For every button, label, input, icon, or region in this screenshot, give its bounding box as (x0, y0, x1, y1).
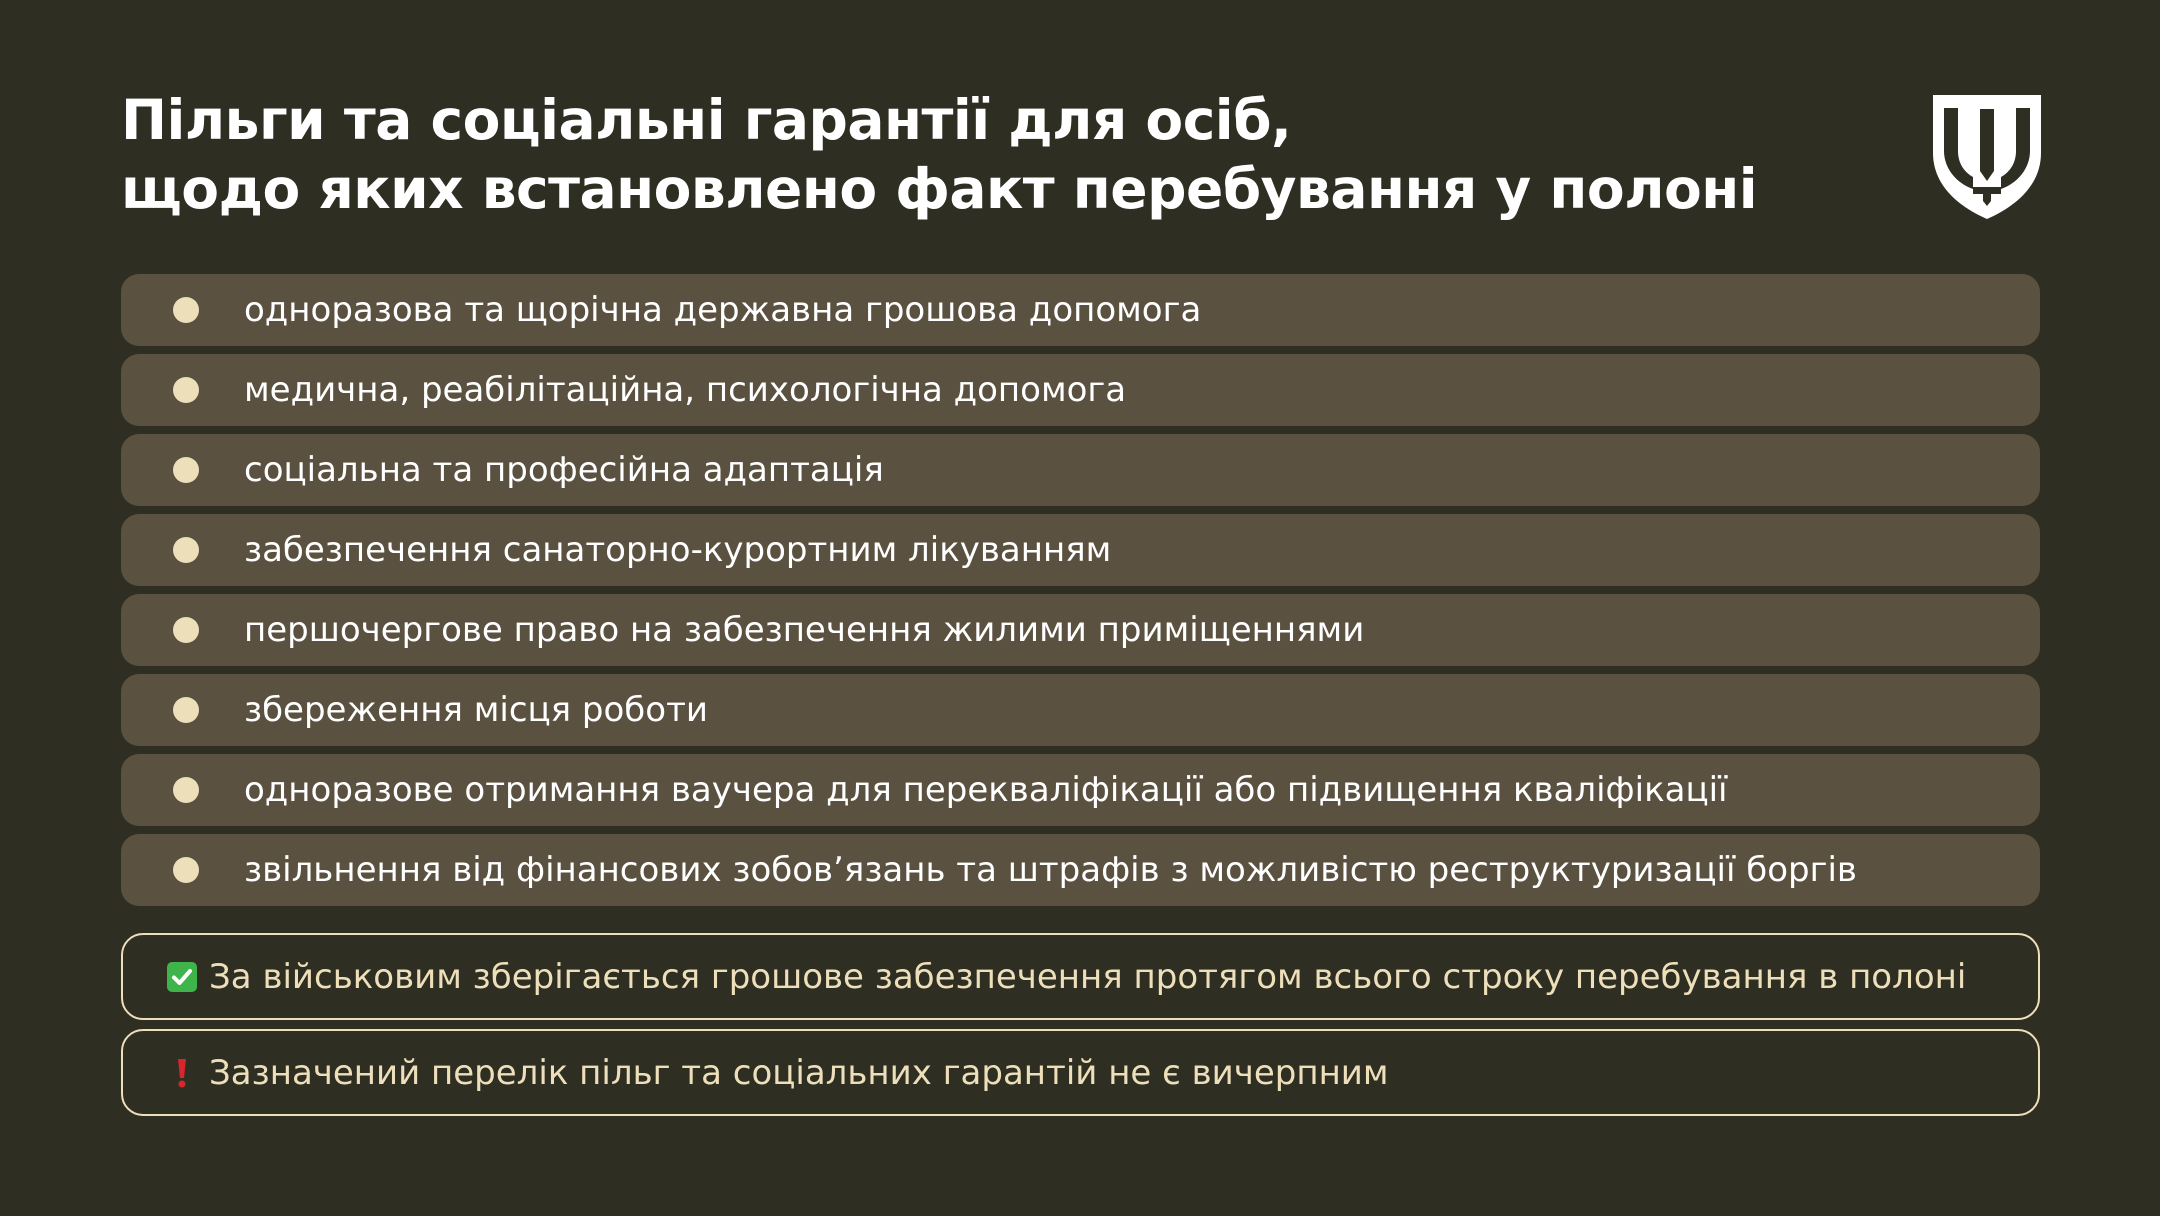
page-title (121, 86, 1921, 224)
list-item-text: одноразова та щорічна державна грошова допомога (244, 290, 1202, 330)
list-item (121, 434, 2040, 506)
list-item-text: звільнення від фінансових зобов’язань та штрафів з можливістю реструктуризації боргів (244, 850, 1857, 890)
list-item (121, 274, 2040, 346)
list-item-text: соціальна та професійна адаптація (244, 450, 884, 490)
bullet-icon (173, 617, 199, 643)
bullet-icon (173, 457, 199, 483)
trident-shield-icon (1933, 95, 2041, 219)
list-item-text: одноразове отримання ваучера для перекваліфікації або підвищення кваліфікації (244, 770, 1728, 810)
list-item (121, 754, 2040, 826)
list-item-text: медична, реабілітаційна, психологічна допомога (244, 370, 1127, 410)
note-text: За військовим зберігається грошове забезпечення протягом всього строку перебування в полоні (209, 956, 1967, 997)
list-item-text: першочергове право на забезпечення жилими приміщеннями (244, 610, 1365, 650)
list-item-text: забезпечення санаторно-курортним лікуванням (244, 530, 1112, 570)
bullet-icon (173, 697, 199, 723)
bullet-icon (173, 377, 199, 403)
benefits-list (121, 274, 2040, 914)
bullet-icon (173, 297, 199, 323)
bullet-icon (173, 857, 199, 883)
page-title-line-1: Пільги та соціальні гарантії для осіб, (121, 88, 1292, 152)
list-item (121, 514, 2040, 586)
list-item (121, 594, 2040, 666)
exclamation-mark-icon (167, 1056, 197, 1090)
non-exhaustive-note (121, 1029, 2040, 1116)
bullet-icon (173, 777, 199, 803)
list-item-text: збереження місця роботи (244, 690, 708, 730)
list-item (121, 354, 2040, 426)
list-item (121, 674, 2040, 746)
salary-retained-note (121, 933, 2040, 1020)
note-text: Зазначений перелік пільг та соціальних гарантій не є вичерпним (209, 1052, 1389, 1093)
list-item (121, 834, 2040, 906)
page-title-line-2: щодо яких встановлено факт перебування у полоні (121, 157, 1758, 221)
check-mark-button-icon (167, 960, 197, 994)
bullet-icon (173, 537, 199, 563)
